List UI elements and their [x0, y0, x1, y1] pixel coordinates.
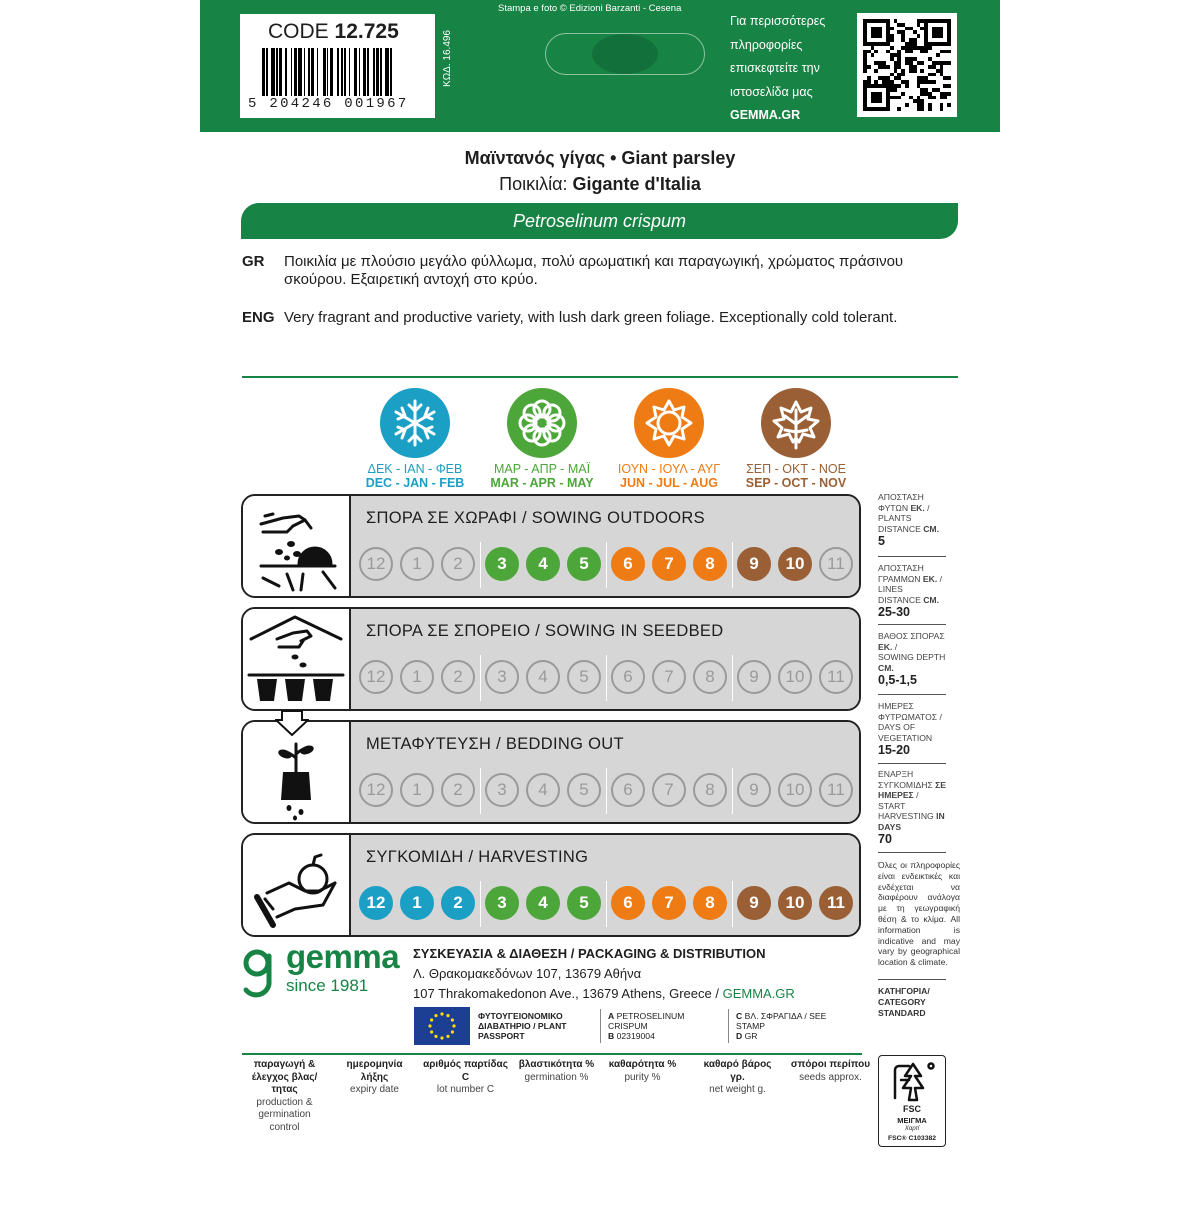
arrow-down-icon [275, 710, 309, 741]
month-marker: 7 [652, 660, 686, 694]
passport-ab: A PETROSELINUM CRISPUM B 02319004 [608, 1011, 685, 1041]
eu-star [451, 1030, 454, 1033]
season-months-en: JUN - JUL - AUG [620, 476, 718, 490]
eu-flag-icon [414, 1007, 470, 1045]
month-marker: 11 [819, 547, 853, 581]
stamp-expiry-date: ημερομηνία λήξης expiry date [346, 1059, 403, 1095]
spec-value: 70 [878, 832, 892, 846]
product-title: Μαϊντανός γίγας • Giant parsley [464, 148, 736, 168]
eu-star [434, 1035, 437, 1038]
month-marker: 12 [359, 660, 393, 694]
fsc-tree-icon [879, 1056, 947, 1104]
month-marker: 8 [693, 547, 727, 581]
spec-value: 0,5-1,5 [878, 673, 917, 687]
season-summer [604, 388, 734, 490]
month-marker: 9 [737, 660, 771, 694]
divider [242, 376, 958, 378]
passport-title: ΦΥΤΟΥΓΕΙΟΝΟΜΙΚΟ ΔΙΑΒΑΤΗΡΙΟ / PLANT PASSPORT [478, 1011, 567, 1041]
month-marker: 7 [652, 547, 686, 581]
stamp-production-control: παραγωγή & έλεγχος βλας/τητας production & germination control [251, 1059, 318, 1133]
month-marker: 11 [819, 773, 853, 807]
info-note: Όλες οι πληροφορίες είναι ενδεικτικές και ενδέχεται να διαφέρουν ανάλογα με τη γεωγραφική θέση & το κλίμα. All information is indicative and may vary by geographical location & climate. [878, 860, 960, 968]
info-line: επισκεφτείτε την [730, 61, 820, 75]
calendar-panel [349, 609, 859, 709]
fsc-title: FSC [903, 1104, 921, 1114]
month-marker: 10 [778, 886, 812, 920]
month-marker: 3 [485, 886, 519, 920]
season-months-gr: ΣΕΠ - ΟΚΤ - ΝΟΕ [746, 462, 846, 476]
row-label: ΜΕΤΑΦΥΤΕΥΣΗ / BEDDING OUT [366, 735, 624, 753]
barcode-digits: 5 204246 001967 [248, 96, 409, 112]
sowing-outdoors-icon [243, 496, 349, 596]
season-months-gr: ΔΕΚ - ΙΑΝ - ΦΕΒ [367, 462, 463, 476]
month-marker: 6 [611, 660, 645, 694]
eu-star [440, 1012, 443, 1015]
season-spring [477, 388, 607, 490]
stamp-seeds: σπόροι περίπου seeds approx. [790, 1059, 871, 1083]
divider [878, 556, 946, 557]
eu-star [452, 1024, 455, 1027]
gemma-logo-icon [242, 948, 274, 1007]
spec-value: 5 [878, 534, 885, 548]
stamp-purity: καθαρότητα % purity % [608, 1059, 677, 1083]
website-link[interactable]: GEMMA.GR [730, 108, 801, 122]
row-sowing-in-seedbed [241, 607, 861, 711]
eu-star [451, 1018, 454, 1021]
description-text: Ποικιλία με πλούσιο μεγάλο φύλλωμα, πολύ αρωματική και παραγωγική, χρώματος πράσινου σκούρου. Εξαιρετική αντοχή στο κρύο. [284, 253, 904, 288]
month-marker: 10 [778, 773, 812, 807]
month-marker: 6 [611, 547, 645, 581]
month-marker: 7 [652, 773, 686, 807]
divider [878, 979, 946, 980]
fsc-code: FSC® C103382 [887, 1135, 937, 1142]
divider [878, 694, 946, 695]
month-marker: 2 [441, 547, 475, 581]
eu-star [428, 1024, 431, 1027]
flower-icon [507, 388, 577, 458]
spec-days-vegetation: ΗΜΕΡΕΣ ΦΥΤΡΩΜΑΤΟΣ / DAYS OF VEGETATION 15-20 [878, 701, 948, 756]
info-line: ιστοσελίδα μας [730, 84, 813, 99]
season-divider [606, 655, 607, 701]
eu-star [434, 1014, 437, 1017]
month-marker: 4 [526, 886, 560, 920]
season-winter [350, 388, 480, 490]
passport-cd: C ΒΛ. ΣΦΡΑΓΙΔΑ / SEE STAMP D GR [736, 1011, 827, 1041]
month-marker: 8 [693, 773, 727, 807]
season-divider [480, 881, 481, 927]
season-months-en: DEC - JAN - FEB [365, 476, 465, 490]
packaging-title: ΣΥΣΚΕΥΑΣΙΑ & ΔΙΑΘΕΣΗ / PACKAGING & DISTRIBUTION [413, 946, 766, 961]
season-divider [732, 881, 733, 927]
spec-value: 25-30 [878, 605, 910, 619]
barcode-label [240, 14, 435, 118]
month-marker: 6 [611, 773, 645, 807]
month-marker: 12 [359, 773, 393, 807]
barcode [262, 48, 432, 96]
spec-plants-distance: ΑΠΟΣΤΑΣΗ ΦΥΤΩΝ ΕΚ. / PLANTS DISTANCE CM. 5 [878, 492, 948, 547]
divider [728, 1009, 729, 1043]
row-label: ΣΠΟΡΑ ΣΕ ΧΩΡΑΦΙ / SOWING OUTDOORS [366, 509, 705, 527]
row-bedding-out [241, 720, 861, 824]
leaf-icon [761, 388, 831, 458]
month-marker: 5 [567, 660, 601, 694]
brand-since: since 1981 [286, 976, 369, 995]
eu-star [430, 1030, 433, 1033]
season-divider [480, 768, 481, 814]
month-marker: 6 [611, 886, 645, 920]
harvesting-icon [243, 835, 349, 935]
month-marker: 2 [441, 886, 475, 920]
month-marker: 8 [693, 660, 727, 694]
season-divider [480, 655, 481, 701]
fsc-paper: Χαρτί [904, 1126, 920, 1132]
product-code: CODE 12.725 [268, 20, 399, 43]
month-marker: 1 [400, 660, 434, 694]
seedbed-icon [243, 609, 349, 709]
eu-star [446, 1035, 449, 1038]
month-marker: 11 [819, 660, 853, 694]
brand-name: gemma [286, 938, 400, 975]
divider [242, 1053, 862, 1055]
month-marker: 3 [485, 660, 519, 694]
month-marker: 9 [737, 773, 771, 807]
month-marker: 1 [400, 773, 434, 807]
month-marker: 5 [567, 773, 601, 807]
divider [600, 1009, 601, 1043]
print-credit: Stampa e foto © Edizioni Barzanti - Cesena [498, 3, 682, 14]
row-label: ΣΠΟΡΑ ΣΕ ΣΠΟΡΕΙΟ / SOWING IN SEEDBED [366, 622, 724, 640]
spec-value: 15-20 [878, 743, 910, 757]
month-marker: 11 [819, 886, 853, 920]
fsc-mix: ΜΕΙΓΜΑ [897, 1116, 927, 1125]
latin-name: Petroselinum crispum [241, 203, 958, 239]
month-marker: 10 [778, 547, 812, 581]
season-autumn [731, 388, 861, 490]
description-text: Very fragrant and productive variety, with lush dark green foliage. Exceptionally cold tolerant. [284, 309, 898, 326]
address-en: 107 Thrakomakedonon Ave., 13679 Athens, Greece / GEMMA.GR [413, 986, 795, 1001]
address-gr: Λ. Θρακομακεδόνων 107, 13679 Αθήνα [413, 966, 642, 981]
month-marker: 2 [441, 660, 475, 694]
month-marker: 2 [441, 773, 475, 807]
divider [878, 763, 946, 764]
more-info [730, 10, 850, 128]
description-en [242, 309, 962, 327]
kod-number: ΚΩΔ. 16.496 [442, 30, 453, 87]
spec-start-harvesting: ΕΝΑΡΞΗ ΣΥΓΚΟΜΙΔΗΣ ΣΕ ΗΜΕΡΕΣ / START HARVESTING IN DAYS 70 [878, 769, 947, 846]
plant-passport [414, 1007, 834, 1045]
calendar-panel [349, 835, 859, 935]
season-divider [732, 768, 733, 814]
month-marker: 4 [526, 660, 560, 694]
season-divider [480, 542, 481, 588]
barcode-bar [392, 48, 395, 96]
row-sowing-outdoors [241, 494, 861, 598]
description-gr [242, 253, 962, 289]
row-harvesting [241, 833, 861, 937]
qr-code[interactable] [857, 13, 957, 117]
snowflake-icon [380, 388, 450, 458]
month-marker: 1 [400, 886, 434, 920]
season-months-gr: ΜΑΡ - ΑΠΡ - ΜΑΪ [493, 462, 591, 476]
stamp-net-weight: καθαρό βάρος γρ. net weight g. [703, 1059, 772, 1095]
calendar-panel [349, 722, 859, 822]
row-label: ΣΥΓΚΟΜΙΔΗ / HARVESTING [366, 848, 589, 866]
calendar-panel [349, 496, 859, 596]
lang-label: GR [242, 253, 265, 270]
website-link[interactable]: GEMMA.GR [722, 986, 795, 1001]
month-marker: 9 [737, 547, 771, 581]
season-divider [606, 542, 607, 588]
month-marker: 10 [778, 660, 812, 694]
season-months-en: MAR - APR - MAY [490, 476, 594, 490]
lang-label: ENG [242, 309, 275, 326]
month-marker: 5 [567, 886, 601, 920]
category: ΚΑΤΗΓΟΡΙΑ/ CATEGORY STANDARD [878, 986, 930, 1018]
eu-star [440, 1036, 443, 1039]
season-months-en: SEP - OCT - NOV [745, 476, 847, 490]
month-marker: 3 [485, 773, 519, 807]
stamp-lot-number: αριθμός παρτίδας C lot number C [423, 1059, 508, 1095]
month-marker: 12 [359, 547, 393, 581]
month-marker: 7 [652, 886, 686, 920]
month-marker: 1 [400, 547, 434, 581]
month-marker: 8 [693, 886, 727, 920]
info-line: πληροφορίες [730, 37, 803, 52]
sun-icon [634, 388, 704, 458]
season-months-gr: ΙΟΥΝ - ΙΟΥΛ - ΑΥΓ [617, 462, 721, 476]
month-marker: 5 [567, 547, 601, 581]
spec-lines-distance: ΑΠΟΣΤΑΣΗ ΓΡΑΜΜΩΝ ΕΚ. / LINES DISTANCE CM. 25-30 [878, 563, 948, 618]
eu-star [430, 1018, 433, 1021]
hanger-hole [592, 34, 658, 74]
month-marker: 4 [526, 547, 560, 581]
season-divider [732, 655, 733, 701]
season-divider [606, 768, 607, 814]
month-marker: 4 [526, 773, 560, 807]
divider [878, 624, 946, 625]
season-divider [606, 881, 607, 927]
info-line: Για περισσότερες [730, 14, 826, 28]
eu-star [446, 1014, 449, 1017]
season-divider [732, 542, 733, 588]
stamp-germination: βλαστικότητα % germination % [518, 1059, 595, 1083]
variety-title: Ποικιλία: Gigante d'Italia [499, 174, 701, 194]
divider [878, 852, 946, 853]
month-marker: 3 [485, 547, 519, 581]
month-marker: 12 [359, 886, 393, 920]
month-marker: 9 [737, 886, 771, 920]
spec-sowing-depth: ΒΑΘΟΣ ΣΠΟΡΑΣ ΕΚ. / SOWING DEPTH CM. 0,5-1,5 [878, 631, 948, 686]
fsc-logo [878, 1055, 946, 1147]
